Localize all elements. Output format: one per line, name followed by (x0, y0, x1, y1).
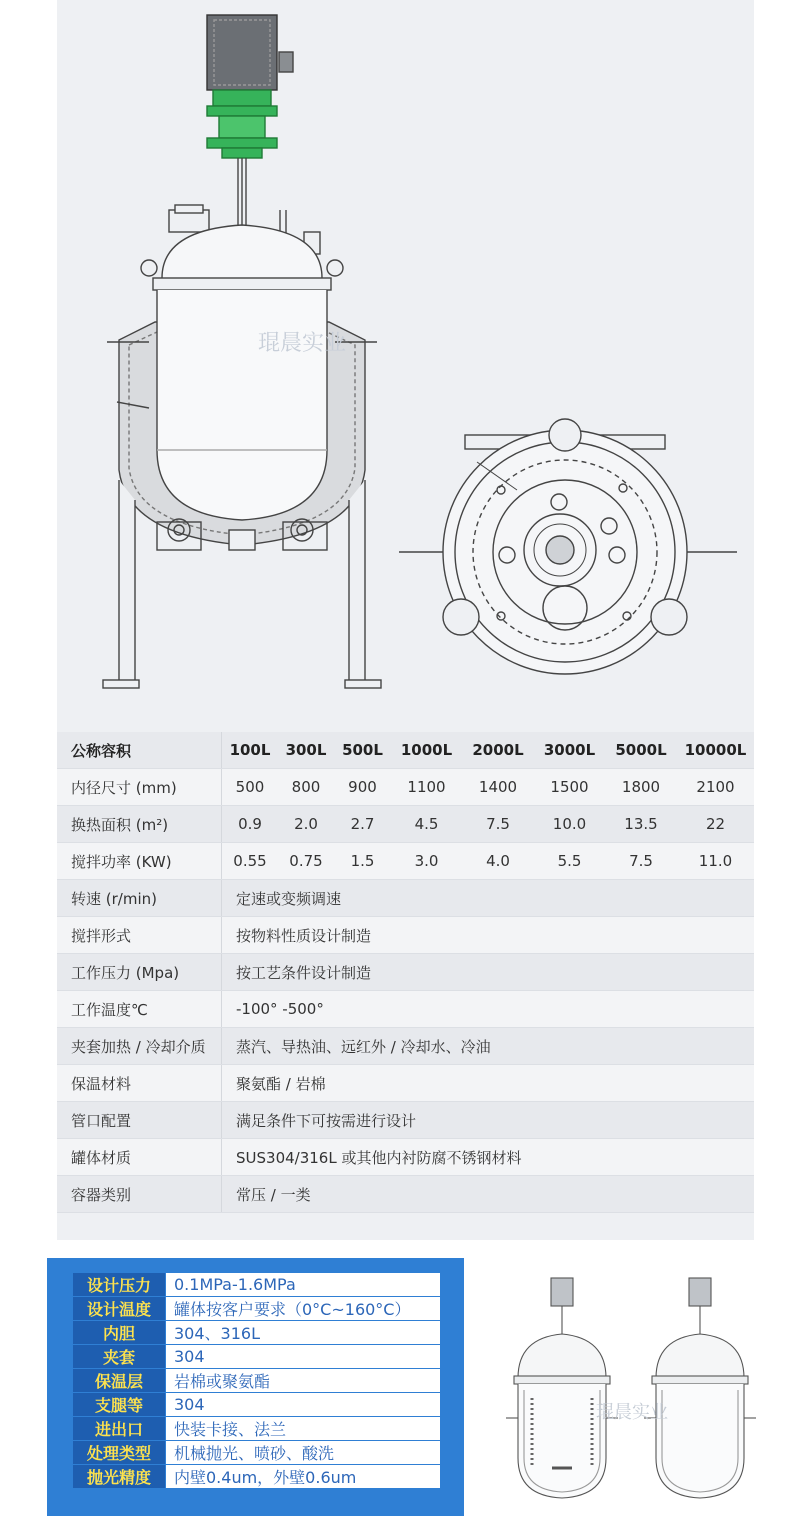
table-cell: 800 (278, 769, 334, 806)
spec-value: 304、316L (166, 1321, 441, 1345)
spec-key: 设计温度 (73, 1297, 166, 1321)
table-row (57, 1176, 754, 1213)
spec-key: 设计压力 (73, 1273, 166, 1297)
table-row (57, 880, 754, 917)
spec-box-row (73, 1417, 441, 1441)
table-cell: 2.7 (334, 806, 391, 843)
gearbox-icon (207, 90, 277, 158)
capacity-cell: 3000L (534, 732, 605, 769)
spec-table (57, 732, 754, 1213)
capacity-cell: 2000L (462, 732, 534, 769)
spec-box-row (73, 1393, 441, 1417)
row-value: 定速或变频调速 (222, 880, 755, 917)
row-label: 管口配置 (57, 1102, 222, 1139)
row-label: 搅拌功率 (KW) (57, 843, 222, 880)
table-row (57, 1139, 754, 1176)
table-row (57, 806, 754, 843)
row-label: 换热面积 (m²) (57, 806, 222, 843)
table-row (57, 917, 754, 954)
row-label: 工作温度℃ (57, 991, 222, 1028)
spec-value: 0.1MPa-1.6MPa (166, 1273, 441, 1297)
capacity-cell: 1000L (391, 732, 462, 769)
spec-box-row (73, 1273, 441, 1297)
spec-value: 304 (166, 1345, 441, 1369)
table-cell: 1100 (391, 769, 462, 806)
row-label: 容器类别 (57, 1176, 222, 1213)
table-cell: 3.0 (391, 843, 462, 880)
table-cell: 7.5 (605, 843, 677, 880)
spec-box-row (73, 1321, 441, 1345)
table-cell: 0.55 (222, 843, 279, 880)
table-cell: 900 (334, 769, 391, 806)
spec-value: 快装卡接、法兰 (166, 1417, 441, 1441)
table-cell: 13.5 (605, 806, 677, 843)
row-value: 聚氨酯 / 岩棉 (222, 1065, 755, 1102)
row-value: SUS304/316L 或其他内衬防腐不锈钢材料 (222, 1139, 755, 1176)
spec-box-row (73, 1345, 441, 1369)
row-value: 按物料性质设计制造 (222, 917, 755, 954)
table-cell: 2.0 (278, 806, 334, 843)
row-label: 夹套加热 / 冷却介质 (57, 1028, 222, 1065)
row-label: 内径尺寸 (mm) (57, 769, 222, 806)
row-label: 转速 (r/min) (57, 880, 222, 917)
table-cell: 4.5 (391, 806, 462, 843)
spec-key: 抛光精度 (73, 1465, 166, 1489)
capacity-cell: 500L (334, 732, 391, 769)
table-row (57, 769, 754, 806)
motor-icon (207, 15, 277, 90)
table-cell: 500 (222, 769, 279, 806)
table-cell: 10.0 (534, 806, 605, 843)
spec-box-row (73, 1465, 441, 1489)
reactor-drawing (57, 10, 754, 728)
spec-key: 内胆 (73, 1321, 166, 1345)
row-value: 满足条件下可按需进行设计 (222, 1102, 755, 1139)
spec-box-row (73, 1369, 441, 1393)
table-row (57, 1102, 754, 1139)
row-label: 保温材料 (57, 1065, 222, 1102)
row-value: -100° -500° (222, 991, 755, 1028)
spec-key: 处理类型 (73, 1441, 166, 1465)
capacity-cell: 300L (278, 732, 334, 769)
plan-view (399, 419, 737, 674)
row-value: 按工艺条件设计制造 (222, 954, 755, 991)
table-cell: 22 (677, 806, 754, 843)
table-row (57, 1065, 754, 1102)
table-cell: 0.75 (278, 843, 334, 880)
row-value: 蒸汽、导热油、远红外 / 冷却水、冷油 (222, 1028, 755, 1065)
spec-key: 支腿等 (73, 1393, 166, 1417)
spec-value: 内壁0.4um，外壁0.6um (166, 1465, 441, 1489)
table-cell: 4.0 (462, 843, 534, 880)
spec-key: 夹套 (73, 1345, 166, 1369)
spec-value: 罐体按客户要求（0°C~160°C） (166, 1297, 441, 1321)
row-label: 罐体材质 (57, 1139, 222, 1176)
spec-key: 保温层 (73, 1369, 166, 1393)
table-cell: 1800 (605, 769, 677, 806)
table-row (57, 1028, 754, 1065)
table-row (57, 991, 754, 1028)
spec-value: 岩棉或聚氨酯 (166, 1369, 441, 1393)
capacity-cell: 100L (222, 732, 279, 769)
header-label: 公称容积 (57, 732, 222, 769)
row-label: 工作压力 (Mpa) (57, 954, 222, 991)
table-cell: 11.0 (677, 843, 754, 880)
table-cell: 1500 (534, 769, 605, 806)
watermark: 琨晨实业 (596, 1402, 668, 1423)
spec-box-row (73, 1297, 441, 1321)
table-row (57, 843, 754, 880)
row-value: 常压 / 一类 (222, 1176, 755, 1213)
spec-box-row (73, 1441, 441, 1465)
spec-key: 进出口 (73, 1417, 166, 1441)
row-label: 搅拌形式 (57, 917, 222, 954)
table-cell: 7.5 (462, 806, 534, 843)
table-cell: 1.5 (334, 843, 391, 880)
table-row (57, 954, 754, 991)
capacity-cell: 10000L (677, 732, 754, 769)
table-cell: 1400 (462, 769, 534, 806)
table-cell: 0.9 (222, 806, 279, 843)
table-cell: 5.5 (534, 843, 605, 880)
watermark: 琨晨实业 (257, 331, 347, 356)
capacity-cell: 5000L (605, 732, 677, 769)
spec-value: 304 (166, 1393, 441, 1417)
table-header-row (57, 732, 754, 769)
table-cell: 2100 (677, 769, 754, 806)
spec-box-table (72, 1272, 441, 1489)
spec-value: 机械抛光、喷砂、酸洗 (166, 1441, 441, 1465)
small-reactor-drawing (496, 1268, 768, 1518)
